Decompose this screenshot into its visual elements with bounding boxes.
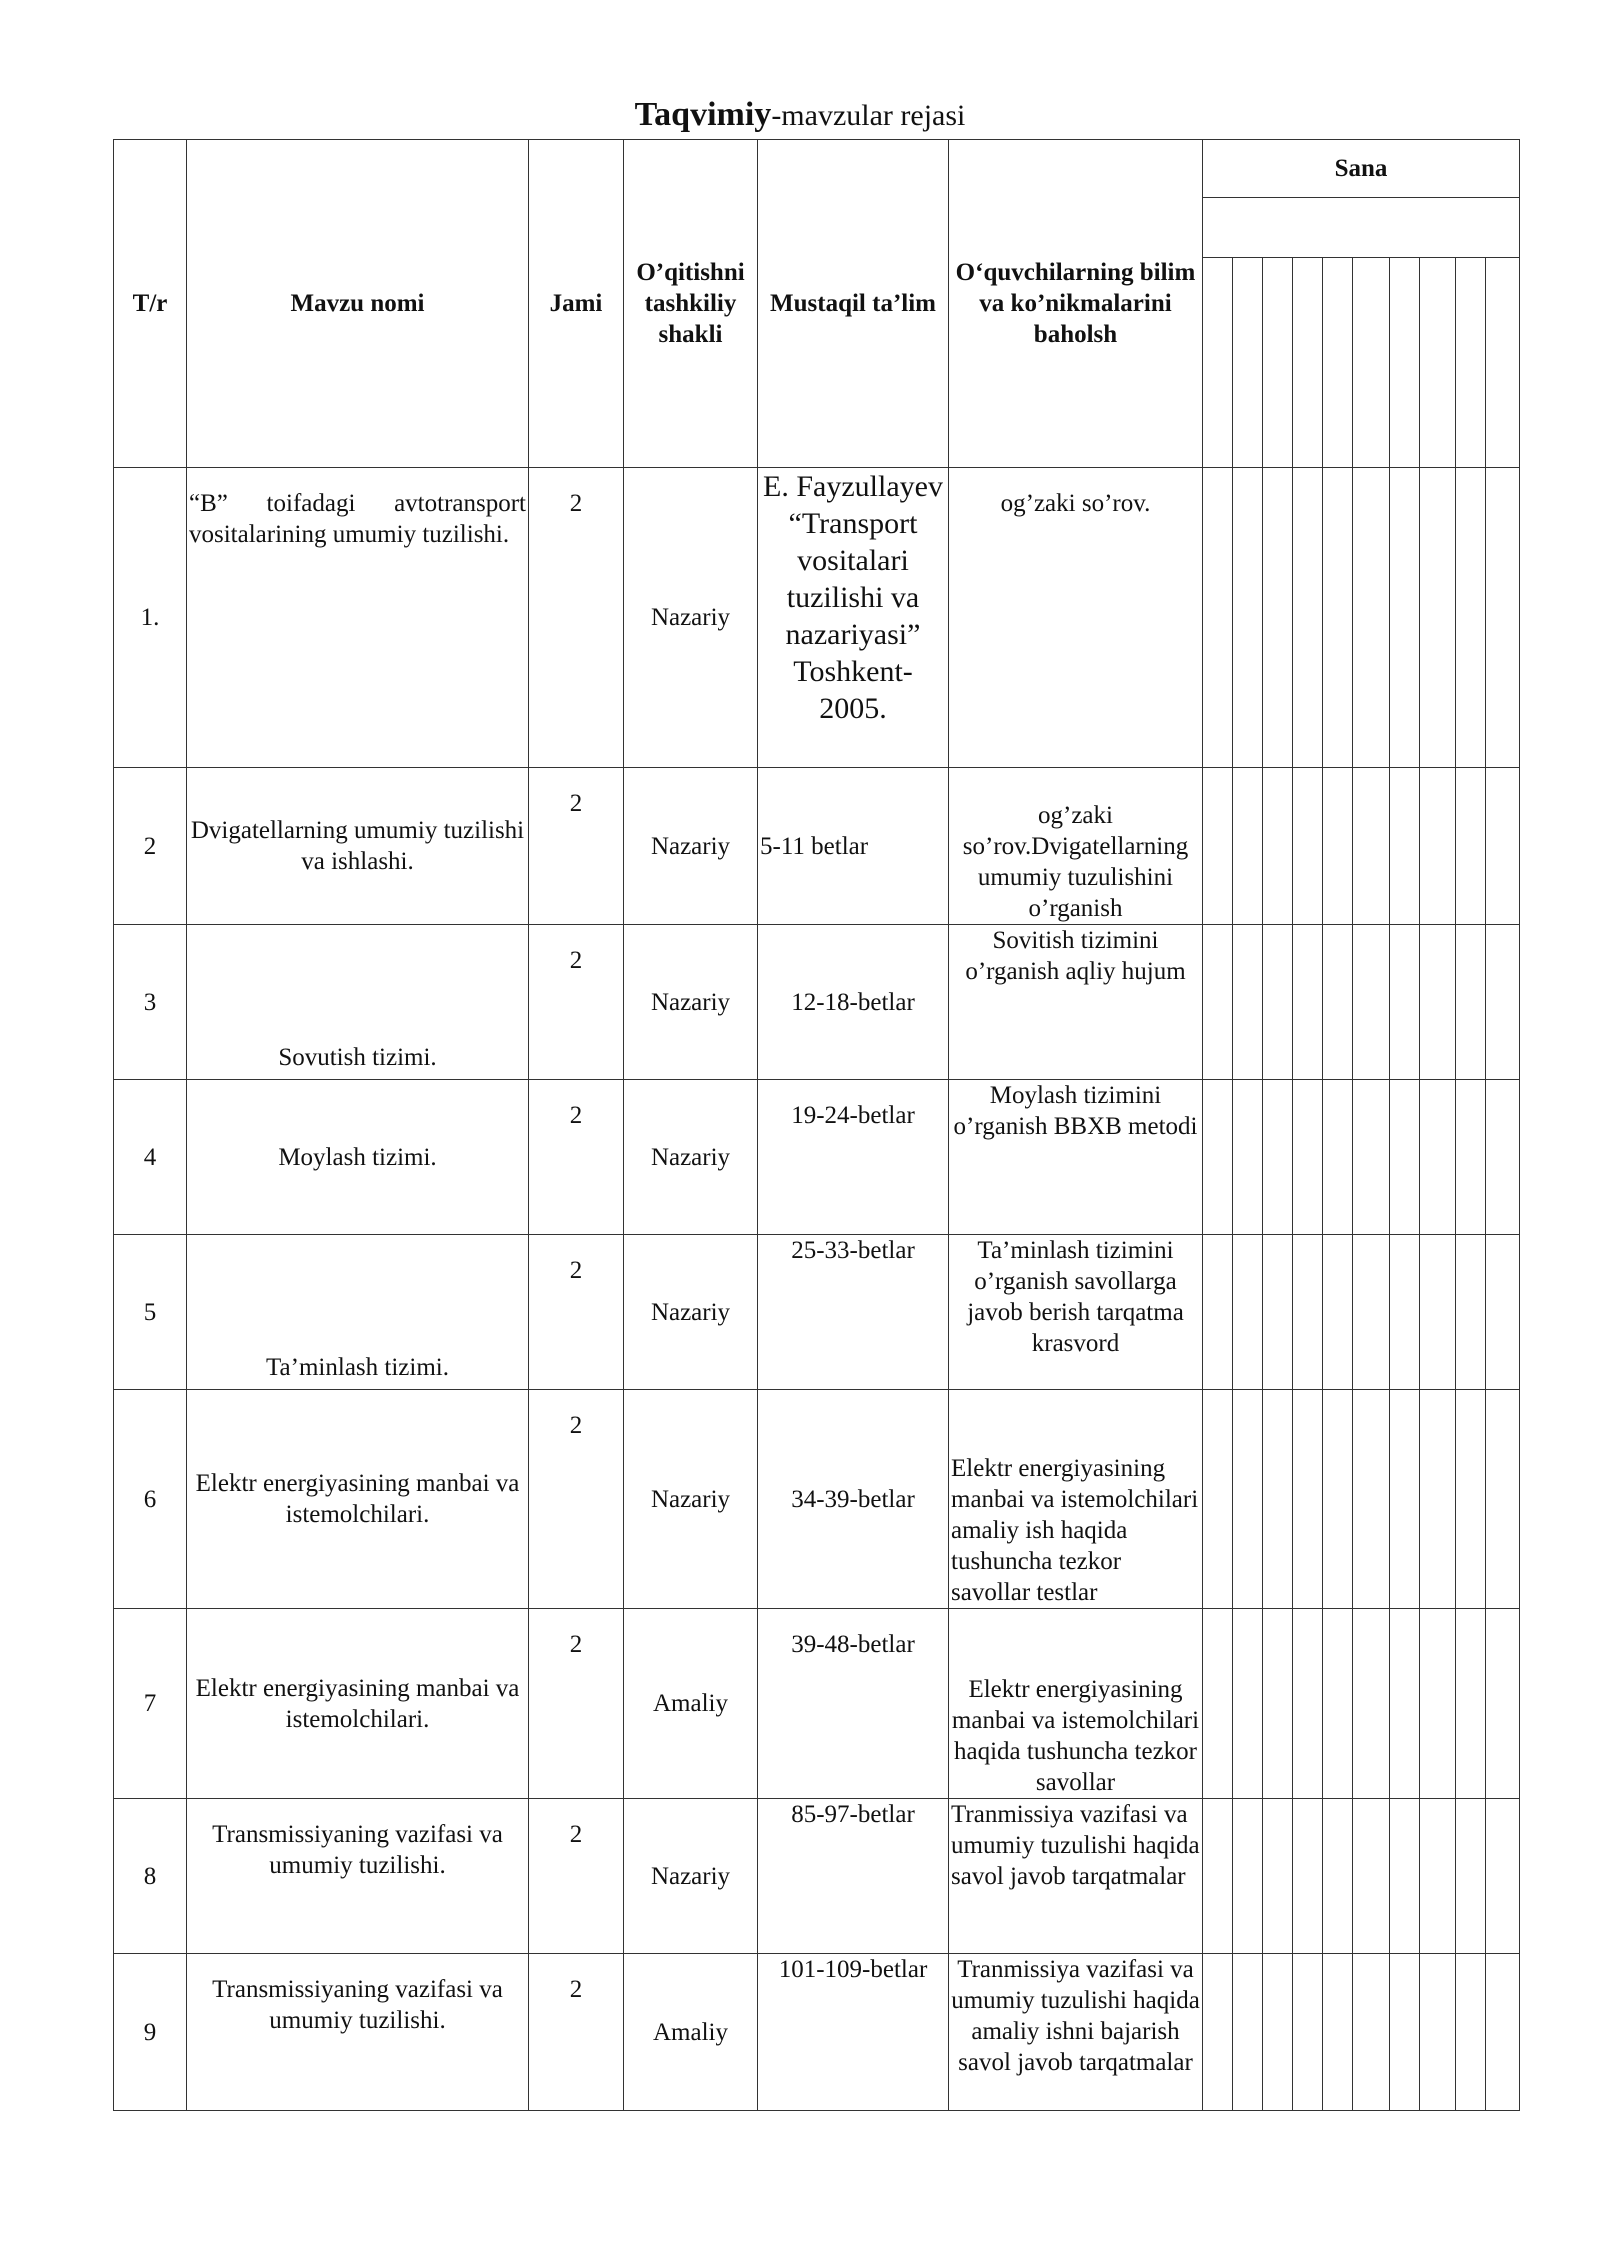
header-mustaqil: Mustaqil ta’lim xyxy=(758,140,949,468)
date-cell xyxy=(1293,925,1323,1080)
total-hours-text: 2 xyxy=(569,947,583,974)
date-cell xyxy=(1203,1080,1233,1235)
date-cell xyxy=(1293,1799,1323,1954)
lesson-form-text: Amaliy xyxy=(653,2018,728,2046)
lesson-form-text: Amaliy xyxy=(653,1690,728,1717)
date-cell xyxy=(1456,925,1486,1080)
date-cell xyxy=(1293,1080,1323,1235)
plan-table xyxy=(113,139,1520,2111)
date-cell xyxy=(1233,768,1263,925)
lesson-form-text: Nazariy xyxy=(650,1298,731,1326)
date-cell xyxy=(1353,1390,1390,1609)
header-mavzu: Mavzu nomi xyxy=(187,140,529,468)
table-row xyxy=(114,1080,1520,1235)
date-cell xyxy=(1486,1799,1520,1954)
lesson-form-text: Nazariy xyxy=(650,1862,731,1890)
date-cell xyxy=(1456,1390,1486,1609)
date-cell xyxy=(1233,1080,1263,1235)
total-hours xyxy=(529,1080,624,1235)
date-cell xyxy=(1323,1390,1353,1609)
date-cell xyxy=(1486,1080,1520,1235)
topic-name xyxy=(187,1609,529,1799)
date-cell xyxy=(1390,1799,1420,1954)
independent-study xyxy=(758,1080,949,1235)
date-cell xyxy=(1203,1954,1233,2111)
table-row xyxy=(114,1235,1520,1390)
lesson-form xyxy=(624,1235,758,1390)
row-number-text: 6 xyxy=(143,1485,157,1513)
independent-study-text: 12-18-betlar xyxy=(791,988,915,1016)
date-column-cell xyxy=(1390,258,1420,468)
lesson-form xyxy=(624,1799,758,1954)
row-number xyxy=(114,1609,187,1799)
assessment-text: Tranmissiya vazifasi va umumiy tuzulishi haqida savol javob tarqatmalar xyxy=(951,1801,1200,1890)
date-cell xyxy=(1293,1390,1323,1609)
independent-study-text: 5-11 betlar xyxy=(760,832,869,860)
lesson-form xyxy=(624,1080,758,1235)
date-cell xyxy=(1323,1799,1353,1954)
assessment xyxy=(949,1390,1203,1609)
date-cell xyxy=(1263,1609,1293,1799)
total-hours-text: 2 xyxy=(569,490,583,517)
independent-study-text: 25-33-betlar xyxy=(791,1237,915,1264)
independent-study-text: 85-97-betlar xyxy=(791,1801,915,1828)
topic-name xyxy=(187,1080,529,1235)
row-number-text: 5 xyxy=(143,1298,157,1326)
assessment-text: Tranmissiya vazifasi va umumiy tuzulishi haqida amaliy ishni bajarish savol javob tarqatmalar xyxy=(951,1956,1200,2076)
table-row xyxy=(114,768,1520,925)
header-sana: Sana xyxy=(1203,140,1520,198)
date-cell xyxy=(1203,925,1233,1080)
date-cell xyxy=(1203,1390,1233,1609)
lesson-form-text: Nazariy xyxy=(650,1485,731,1513)
date-cell xyxy=(1420,925,1456,1080)
date-cell xyxy=(1353,1954,1390,2111)
date-cell xyxy=(1390,1954,1420,2111)
independent-study-text: E. Fayzullayev “Transport vositalari tuzilishi va nazariyasi” Toshkent-2005. xyxy=(763,470,943,725)
independent-study-text: 19-24-betlar xyxy=(791,1102,915,1129)
assessment xyxy=(949,768,1203,925)
date-column-cell xyxy=(1233,258,1263,468)
date-cell xyxy=(1353,1799,1390,1954)
date-cell xyxy=(1323,1954,1353,2111)
row-number-text: 8 xyxy=(143,1862,157,1890)
date-cell xyxy=(1323,1235,1353,1390)
independent-study xyxy=(758,1609,949,1799)
date-cell xyxy=(1420,1954,1456,2111)
date-cell xyxy=(1203,1799,1233,1954)
date-cell xyxy=(1233,468,1263,768)
date-cell xyxy=(1263,925,1293,1080)
total-hours-text: 2 xyxy=(569,790,583,817)
assessment-text: Sovitish tizimini o’rganish aqliy hujum xyxy=(965,927,1186,985)
row-number-text: 7 xyxy=(143,1690,157,1717)
date-cell xyxy=(1456,468,1486,768)
date-cell xyxy=(1486,768,1520,925)
table-row xyxy=(114,1609,1520,1799)
independent-study xyxy=(758,1799,949,1954)
date-cell xyxy=(1293,1235,1323,1390)
lesson-form xyxy=(624,468,758,768)
table-row xyxy=(114,1799,1520,1954)
date-cell xyxy=(1486,468,1520,768)
title-rest: -mavzular rejasi xyxy=(771,99,966,132)
topic-name-text: Ta’minlash tizimi. xyxy=(266,1354,449,1381)
table-row xyxy=(114,1390,1520,1609)
topic-name xyxy=(187,1954,529,2111)
total-hours-text: 2 xyxy=(569,1631,583,1658)
assessment-text: Ta’minlash tizimini o’rganish savollarga javob berish tarqatma krasvord xyxy=(967,1237,1184,1357)
independent-study-text: 101-109-betlar xyxy=(778,1956,928,1983)
lesson-form xyxy=(624,1954,758,2111)
independent-study xyxy=(758,1954,949,2111)
topic-name-text: Elektr energiyasining manbai va istemolchilari. xyxy=(195,1674,520,1733)
assessment-text: og’zaki so’rov.Dvigatellarning umumiy tuzulishini o’rganish xyxy=(962,802,1189,922)
independent-study xyxy=(758,1390,949,1609)
date-cell xyxy=(1390,468,1420,768)
assessment xyxy=(949,925,1203,1080)
lesson-form xyxy=(624,768,758,925)
date-column-cell xyxy=(1203,258,1233,468)
independent-study xyxy=(758,768,949,925)
total-hours-text: 2 xyxy=(569,1821,583,1848)
date-cell xyxy=(1420,468,1456,768)
total-hours xyxy=(529,768,624,925)
date-cell xyxy=(1456,1954,1486,2111)
date-cell xyxy=(1323,768,1353,925)
total-hours-text: 2 xyxy=(569,1412,583,1439)
date-cell xyxy=(1420,1080,1456,1235)
topic-name-text: Moylash tizimi. xyxy=(278,1143,437,1171)
date-cell xyxy=(1293,1954,1323,2111)
date-cell xyxy=(1263,768,1293,925)
assessment xyxy=(949,1609,1203,1799)
topic-name xyxy=(187,468,529,768)
date-cell xyxy=(1456,1235,1486,1390)
date-cell xyxy=(1263,1080,1293,1235)
date-column-cell xyxy=(1420,258,1456,468)
header-jami: Jami xyxy=(529,140,624,468)
row-number xyxy=(114,768,187,925)
total-hours xyxy=(529,1609,624,1799)
row-number xyxy=(114,1954,187,2111)
assessment xyxy=(949,1080,1203,1235)
table-row xyxy=(114,925,1520,1080)
topic-name xyxy=(187,768,529,925)
date-cell xyxy=(1420,1235,1456,1390)
date-column-cell xyxy=(1486,258,1520,468)
date-cell xyxy=(1486,1235,1520,1390)
row-number xyxy=(114,1080,187,1235)
header-shakl: O’qitishni tashkiliy shakli xyxy=(624,140,758,468)
lesson-form xyxy=(624,1390,758,1609)
topic-name xyxy=(187,1235,529,1390)
independent-study xyxy=(758,1235,949,1390)
row-number xyxy=(114,1799,187,1954)
date-cell xyxy=(1420,1609,1456,1799)
date-cell xyxy=(1456,1799,1486,1954)
independent-study-text: 34-39-betlar xyxy=(791,1485,915,1513)
date-cell xyxy=(1353,1080,1390,1235)
date-cell xyxy=(1390,1609,1420,1799)
row-number-text: 9 xyxy=(143,2018,157,2046)
topic-name xyxy=(187,1390,529,1609)
date-cell xyxy=(1420,1390,1456,1609)
total-hours-text: 2 xyxy=(569,1976,583,2003)
assessment xyxy=(949,468,1203,768)
page-title xyxy=(0,96,1600,134)
date-cell xyxy=(1293,468,1323,768)
date-cell xyxy=(1486,1954,1520,2111)
row-number-text: 3 xyxy=(143,988,157,1016)
date-cell xyxy=(1293,768,1323,925)
row-number-text: 1. xyxy=(140,604,160,631)
date-cell xyxy=(1486,1390,1520,1609)
date-cell xyxy=(1353,768,1390,925)
date-cell xyxy=(1233,1235,1263,1390)
date-cell xyxy=(1353,468,1390,768)
date-cell xyxy=(1323,925,1353,1080)
date-cell xyxy=(1233,925,1263,1080)
date-cell xyxy=(1263,1799,1293,1954)
topic-name-text: Dvigatellarning umumiy tuzilishi va ishlashi. xyxy=(190,817,525,875)
date-cell xyxy=(1456,1609,1486,1799)
date-column-cell xyxy=(1323,258,1353,468)
date-column-cell xyxy=(1263,258,1293,468)
topic-name-text: “B” toifadagi avtotransport vositalarining umumiy tuzilishi. xyxy=(189,490,526,548)
title-bold: Taqvimiy xyxy=(634,96,772,133)
lesson-form xyxy=(624,925,758,1080)
lesson-form xyxy=(624,1609,758,1799)
topic-name xyxy=(187,925,529,1080)
lesson-form-text: Nazariy xyxy=(650,604,731,631)
date-cell xyxy=(1263,468,1293,768)
total-hours xyxy=(529,1390,624,1609)
date-cell xyxy=(1203,468,1233,768)
date-cell xyxy=(1486,1609,1520,1799)
topic-name xyxy=(187,1799,529,1954)
table-row xyxy=(114,468,1520,768)
independent-study xyxy=(758,925,949,1080)
assessment-text: Moylash tizimini o’rganish BBXB metodi xyxy=(953,1082,1198,1140)
assessment xyxy=(949,1954,1203,2111)
date-cell xyxy=(1233,1609,1263,1799)
row-number-text: 2 xyxy=(143,832,157,860)
date-cell xyxy=(1420,768,1456,925)
date-cell xyxy=(1233,1390,1263,1609)
date-cell xyxy=(1263,1235,1293,1390)
assessment xyxy=(949,1799,1203,1954)
row-number xyxy=(114,925,187,1080)
lesson-form-text: Nazariy xyxy=(650,832,731,860)
assessment-text: Elektr energiyasining manbai va istemolchilari haqida tushuncha tezkor savollar xyxy=(951,1676,1200,1796)
date-cell xyxy=(1456,768,1486,925)
total-hours xyxy=(529,1799,624,1954)
date-cell xyxy=(1353,1609,1390,1799)
header-tr: T/r xyxy=(114,140,187,468)
date-column-cell xyxy=(1353,258,1390,468)
lesson-form-text: Nazariy xyxy=(650,1143,731,1171)
date-cell xyxy=(1486,925,1520,1080)
date-column-cell xyxy=(1293,258,1323,468)
date-cell xyxy=(1390,1080,1420,1235)
assessment-text: og’zaki so’rov. xyxy=(1000,490,1151,517)
date-cell xyxy=(1456,1080,1486,1235)
date-cell xyxy=(1203,1609,1233,1799)
date-cell xyxy=(1233,1799,1263,1954)
date-cell xyxy=(1203,768,1233,925)
date-cell xyxy=(1263,1390,1293,1609)
date-cell xyxy=(1390,768,1420,925)
total-hours xyxy=(529,925,624,1080)
date-cell xyxy=(1390,1390,1420,1609)
lesson-form-text: Nazariy xyxy=(650,988,731,1016)
date-cell xyxy=(1353,1235,1390,1390)
date-cell xyxy=(1420,1799,1456,1954)
total-hours xyxy=(529,1954,624,2111)
date-cell xyxy=(1390,925,1420,1080)
topic-name-text: Elektr energiyasining manbai va istemolchilari. xyxy=(195,1470,520,1528)
total-hours xyxy=(529,1235,624,1390)
date-cell xyxy=(1293,1609,1323,1799)
assessment-text: Elektr energiyasining manbai va istemolchilari amaliy ish haqida tushuncha tezkor savollar testlar xyxy=(951,1455,1199,1606)
row-number xyxy=(114,468,187,768)
date-cell xyxy=(1233,1954,1263,2111)
date-column-cell xyxy=(1456,258,1486,468)
total-hours-text: 2 xyxy=(569,1102,583,1129)
sana-subheader xyxy=(1203,198,1520,258)
assessment xyxy=(949,1235,1203,1390)
topic-name-text: Sovutish tizimi. xyxy=(278,1044,437,1071)
date-cell xyxy=(1323,1609,1353,1799)
topic-name-text: Transmissiyaning vazifasi va umumiy tuzilishi. xyxy=(212,1976,503,2034)
row-number xyxy=(114,1390,187,1609)
date-cell xyxy=(1323,1080,1353,1235)
independent-study xyxy=(758,468,949,768)
row-number-text: 4 xyxy=(143,1143,157,1171)
row-number xyxy=(114,1235,187,1390)
header-baholash: O‘quvchilarning bilim va ko’nikmalarini baholsh xyxy=(949,140,1203,468)
total-hours xyxy=(529,468,624,768)
date-cell xyxy=(1353,925,1390,1080)
date-cell xyxy=(1203,1235,1233,1390)
date-cell xyxy=(1390,1235,1420,1390)
independent-study-text: 39-48-betlar xyxy=(791,1631,915,1658)
topic-name-text: Transmissiyaning vazifasi va umumiy tuzilishi. xyxy=(212,1821,503,1879)
table-row xyxy=(114,1954,1520,2111)
date-cell xyxy=(1263,1954,1293,2111)
total-hours-text: 2 xyxy=(569,1257,583,1284)
date-cell xyxy=(1323,468,1353,768)
